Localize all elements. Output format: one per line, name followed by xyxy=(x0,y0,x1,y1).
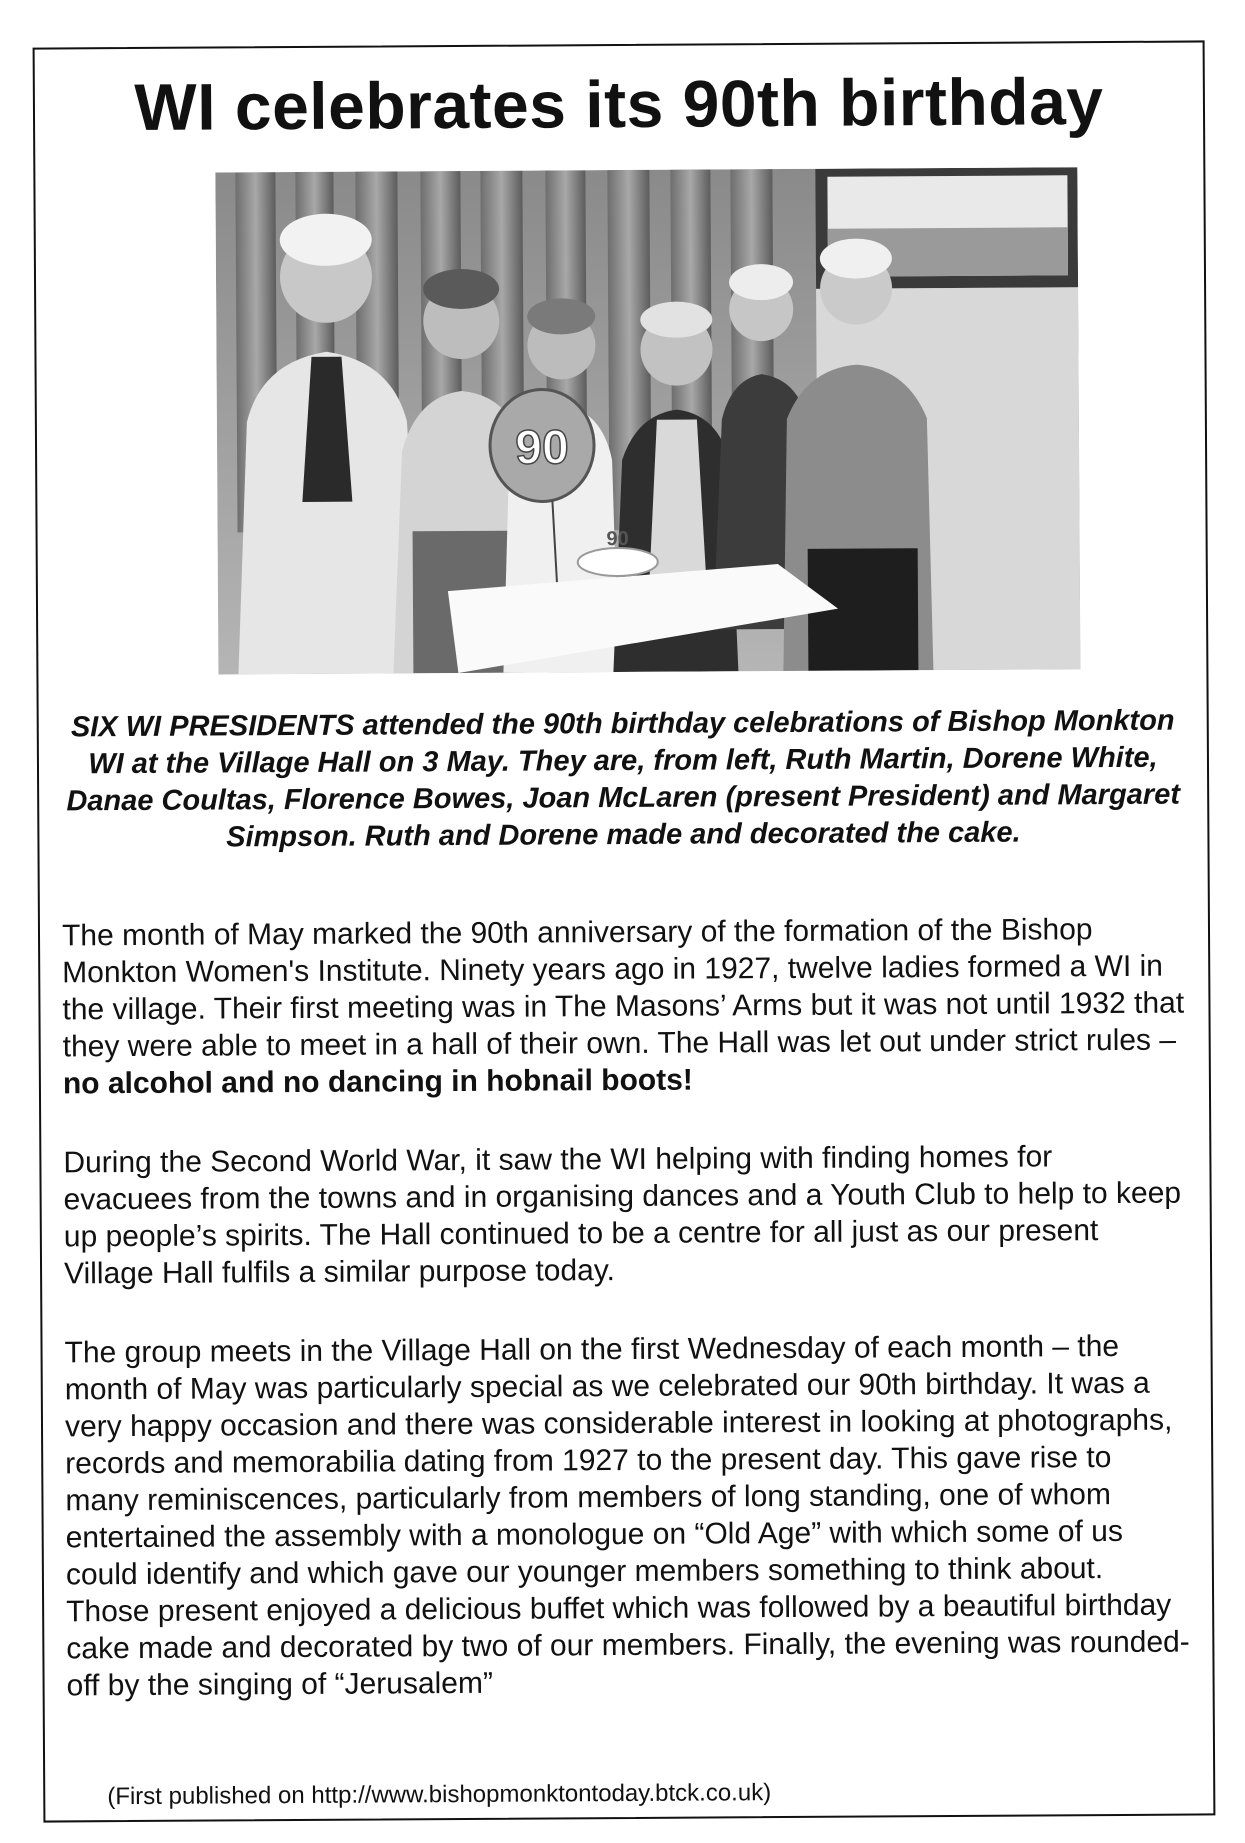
group-photo-illustration xyxy=(215,167,1080,674)
paragraph-1-text: The month of May marked the 90th anniversary of the formation of the Bishop Monkton Women's Institute. Ninety years ago in 1927, twelve ladies formed a WI in the village. Their first meeting was in The Masons’ Arms but it was not until 1932 that they were able to meet in a hall of their own. The Hall was let out under strict rules – xyxy=(61,913,1185,1064)
source-footnote: (First published on http://www.bishopmonktontoday.btck.co.uk) xyxy=(107,1779,772,1811)
article-body xyxy=(62,911,1191,1747)
presidents-photo xyxy=(215,167,1080,674)
paragraph-1 xyxy=(62,911,1187,1103)
balloon-number: 90 xyxy=(515,421,569,475)
paragraph-2: During the Second World War, it saw the WI helping with finding homes for evacuees from the towns and in organising dances and a Youth Club to help to keep up people’s spirits. The Hall continued to be a centre for all just as our present Village Hall fulfils a similar purpose today. xyxy=(63,1140,1182,1291)
photo-caption: SIX WI PRESIDENTS attended the 90th birthday celebrations of Bishop Monkton WI at the Village Hall on 3 May. They are, from left, Ruth Martin, Dorene White, Danae Coultas, Florence Bowes, Joan McLaren (present President) and Margaret Simpson. Ruth and Dorene made and decorated the cake. xyxy=(66,704,1181,854)
article-frame xyxy=(33,40,1216,1822)
article-title: WI celebrates its 90th birthday xyxy=(134,64,1104,144)
paragraph-1-bold: no alcohol and no dancing in hobnail boots! xyxy=(62,1063,693,1101)
paragraph-3: The group meets in the Village Hall on the first Wednesday of each month – the month of May was particularly special as we celebrated our 90th birthday. It was a very happy occasion and there was considerable interest in looking at photographs, records and memorabilia dating from 1927 to the present day. This gave rise to many reminiscences, particularly from members of long standing, one of whom entertained the assembly with a monologue on “Old Age” with which some of us could identify and which gave our younger members something to think about. Those present enjoyed a delicious buffet which was followed by a beautiful birthday cake made and decorated by two of our members. Finally, the evening was rounded-off by the singing of “Jerusalem” xyxy=(64,1329,1190,1703)
cake-number: 90 xyxy=(606,527,629,551)
